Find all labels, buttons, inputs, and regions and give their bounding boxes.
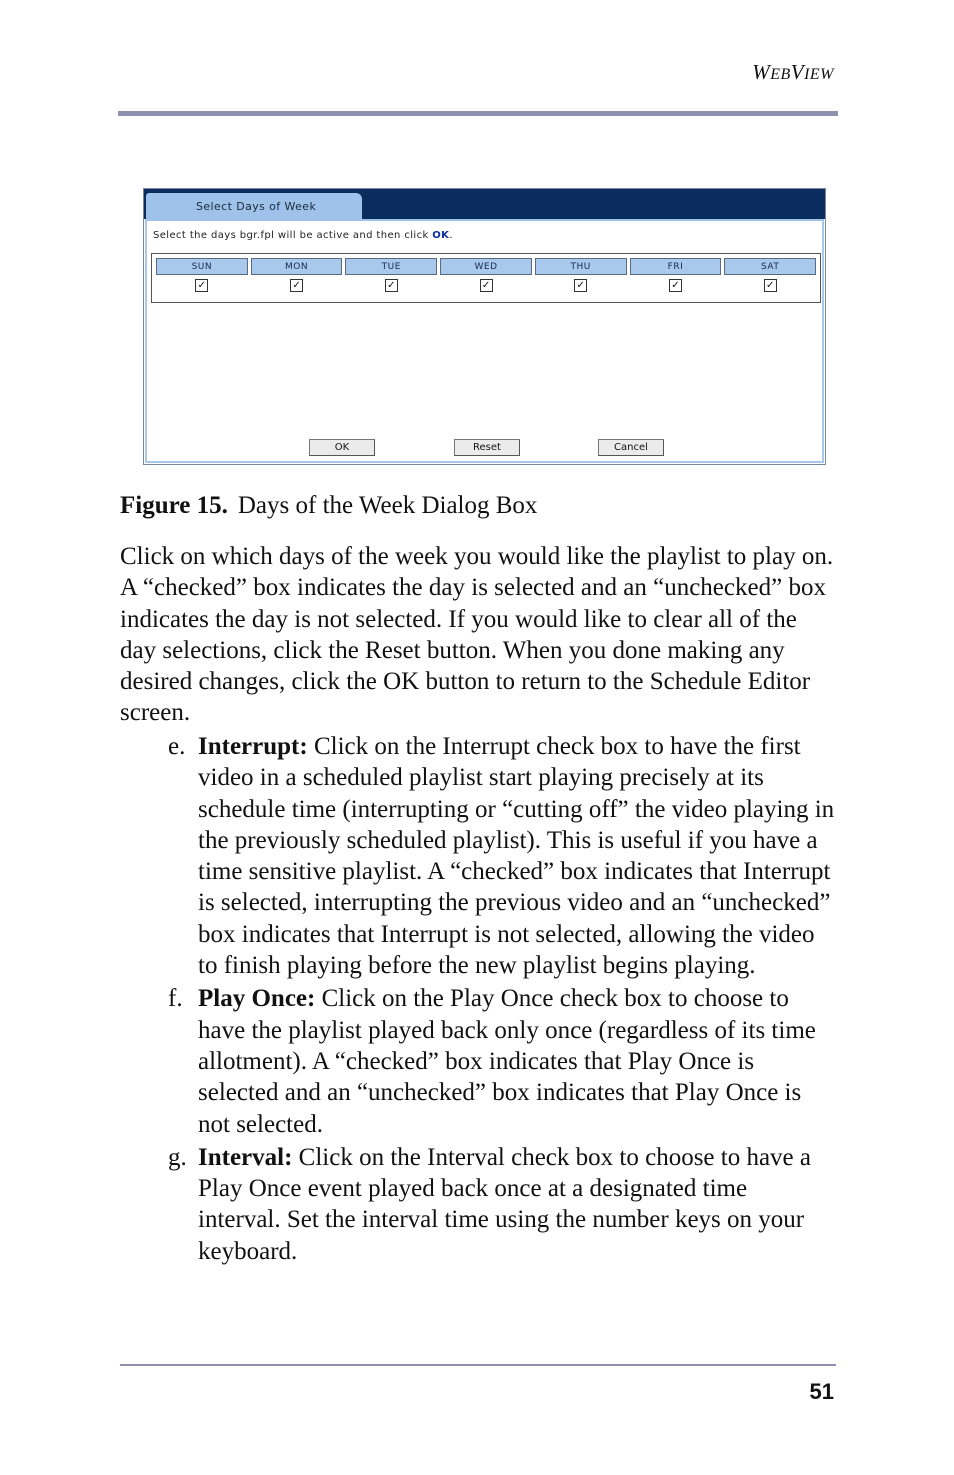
ok-button[interactable]: OK — [309, 439, 375, 456]
day-column-tue — [345, 258, 437, 292]
day-checkbox-fri[interactable]: ✓ — [669, 279, 682, 292]
day-checkbox-sat[interactable]: ✓ — [764, 279, 777, 292]
dialog-tab[interactable]: Select Days of Week — [146, 193, 362, 220]
day-checkbox-thu[interactable]: ✓ — [574, 279, 587, 292]
list-term: Interrupt: — [198, 733, 308, 760]
day-label: TUE — [345, 258, 437, 275]
day-checkbox-wed[interactable]: ✓ — [480, 279, 493, 292]
day-label: WED — [440, 258, 532, 275]
day-column-sun — [156, 258, 248, 292]
dialog-instruction: Select the days bgr.fpl will be active and then click OK. — [153, 230, 453, 241]
day-column-wed — [440, 258, 532, 292]
reset-button[interactable]: Reset — [454, 439, 520, 456]
page-number: 51 — [809, 1379, 834, 1404]
cancel-button[interactable]: Cancel — [598, 439, 664, 456]
figure-number: Figure 15. — [120, 492, 228, 519]
running-head: WEBVIEW — [752, 60, 834, 84]
list-marker: e. — [168, 733, 186, 760]
list-body — [198, 731, 835, 981]
list-term: Interval: — [198, 1143, 293, 1171]
day-label: MON — [251, 258, 343, 275]
days-grid — [151, 253, 821, 303]
day-label: FRI — [630, 258, 722, 275]
day-label: SUN — [156, 258, 248, 275]
dialog-button-bar — [147, 439, 822, 456]
header-rule — [118, 111, 838, 116]
list-item — [160, 983, 835, 1139]
list-marker: g. — [168, 1143, 187, 1171]
figure-caption — [120, 492, 537, 520]
day-column-fri — [630, 258, 722, 292]
list-text: Click on the Interval check box to choose to have a Play Once event played back once at a designated time interval. Set the interval time using the number keys on your keyboard. — [198, 1143, 812, 1265]
list-item — [160, 731, 835, 981]
dialog-title-bar — [144, 189, 825, 219]
day-checkbox-mon[interactable]: ✓ — [290, 279, 303, 292]
day-column-thu — [535, 258, 627, 292]
days-of-week-dialog — [143, 188, 826, 465]
day-label: THU — [535, 258, 627, 275]
footer-rule — [120, 1364, 836, 1366]
day-label: SAT — [724, 258, 816, 275]
figure-title: Days of the Week Dialog Box — [237, 492, 538, 519]
day-checkbox-tue[interactable]: ✓ — [385, 279, 398, 292]
day-column-sat — [724, 258, 816, 292]
list-term: Play Once: — [198, 985, 316, 1013]
list-body — [198, 1142, 835, 1267]
list-item — [160, 1142, 835, 1267]
day-checkbox-sun[interactable]: ✓ — [195, 279, 208, 292]
list-text: Click on the Interrupt check box to have the first video in a scheduled playlist start playing precisely at its schedule time (interrupting or “cutting off” the video playing in the previously scheduled playlist). This is useful if you have a time sensitive playlist. A “checked” box indicates that Interrupt is selected, interrupting the previous video and an “unchecked” box indicates that Interrupt is not selected, allowing the video to finish playing before the new playlist begins playing. — [198, 733, 835, 980]
dialog-body — [145, 219, 824, 463]
list-text: Click on the Play Once check box to choose to have the playlist played back only once (regardless of its time allotment). A “checked” box indicates that Play Once is selected and an “unchecked” box indicates that Play Once is not selected. — [198, 985, 816, 1138]
day-column-mon — [251, 258, 343, 292]
list-marker: f. — [168, 985, 183, 1013]
list-body — [198, 983, 835, 1139]
body-paragraph: Click on which days of the week you would like the playlist to play on. A “checked” box indicates the day is selected and an “unchecked” box indicates the day is not selected. If you would like to clear all of the day selections, click the Reset button. When you done making any desired changes, click the OK button to return to the Schedule Editor screen. — [120, 543, 834, 727]
options-list — [160, 731, 835, 1269]
